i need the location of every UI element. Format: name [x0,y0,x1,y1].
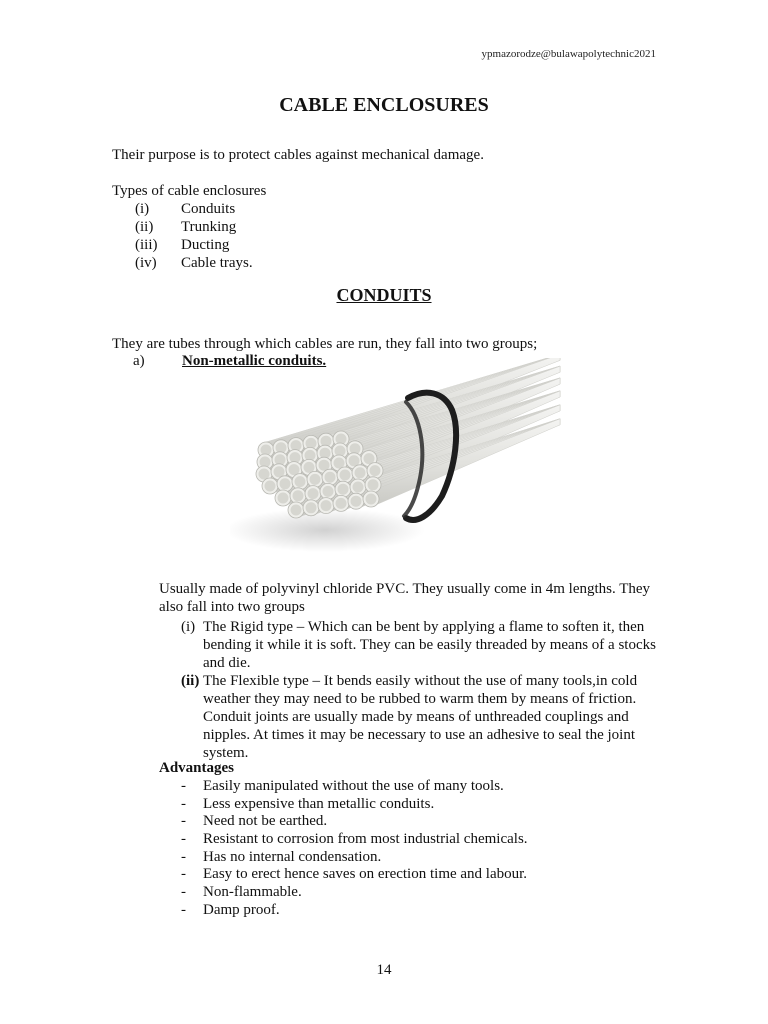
conduits-intro: They are tubes through which cables are run, they fall into two groups; [112,336,538,352]
page-title: CABLE ENCLOSURES [279,94,489,116]
group-item-number: (ii) [181,673,200,689]
list-item-text: Ducting [181,237,230,253]
types-heading: Types of cable enclosures [112,183,267,199]
advantage-text: Has no internal condensation. [203,848,382,865]
advantage-text: Resistant to corrosion from most industrial chemicals. [203,831,528,848]
advantages-heading: Advantages [159,760,235,776]
list-item-text: Conduits [181,201,236,217]
list-item [135,200,435,218]
advantage-text: Need not be earthed. [203,813,328,830]
conduits-section-title: CONDUITS [336,285,432,305]
conduit-description: Usually made of polyvinyl chloride PVC. They usually come in 4m lengths. They also fall into two groups [159,581,651,615]
list-item-number: (iii) [135,237,158,253]
list-item [135,236,435,254]
list-item-number: (iv) [135,255,157,271]
subheading-text: Non-metallic conduits. [182,353,327,369]
group-item-rigid [159,618,664,672]
list-item [135,254,435,272]
list-item-text: Cable trays. [181,255,253,271]
header-note: ypmazorodze@bulawapolytechnic2021 [481,48,656,60]
advantage-text: Less expensive than metallic conduits. [203,795,435,812]
page-number: 14 [376,962,392,978]
types-list [135,200,435,272]
pvc-conduit-bundle-image [230,358,565,558]
intro-paragraph: Their purpose is to protect cables against mechanical damage. [112,147,484,163]
advantage-text: Easy to erect hence saves on erection time and labour. [203,866,528,883]
list-item-number: (i) [135,201,150,217]
list-item-number: (ii) [135,219,154,235]
group-item-text: The Flexible type – It bends easily without the use of many tools,in cold weather they may need to be rubbed to warm them by means of friction. Conduit joints are usually made by means of unthreaded couplings and nipples. At times it may be necessary to use an adhesive to seal the joint system. [203,673,638,761]
document-page: ypmazorodze@bulawapolytechnic2021 CABLE ENCLOSURES Their purpose is to protect cables against mechanical damage. Types of cable enclosures (i) Conduits (ii) Trunking (iii) Ducting (iv) Cable trays. CONDUITS They are tubes through which cables are run, they fall into two groups; a) Non-metallic conduits. Usually made of polyvinyl chloride PVC. They usually come in 4m lengths. They also fall into two groups (i) The Rigid type – Which can be bent by applying a flame to soften it, then bending it while it is soft. They can be easily threaded by means of a stocks and die. (ii) The Flexible type – It bends easily without the use of many tools,in cold weather they may need to be rubbed to warm them by means of friction. Conduit joints are usually made by means of unthreaded couplings and nipples. At times it may be necessary to use an adhesive to seal the joint system. Advantages - Easily manipulated without the use of many tools. - Less expensive than metallic conduits. - Need not be earthed. - Resistant to corrosion from most industrial chemicals. - Has no internal condensation. - Easy to erect hence saves on erection time and labour. - Non-flammable. - Damp proof. 14 [0,0,768,1024]
group-item-text: The Rigid type – Which can be bent by applying a flame to soften it, then bending it while it is soft. They can be easily threaded by means of a stocks and die. [203,619,656,671]
advantage-text: Damp proof. [203,901,280,918]
group-item-flexible [159,672,664,762]
list-item-text: Trunking [181,219,237,235]
conduit-groups [159,618,664,762]
group-item-number: (i) [181,619,196,635]
advantage-text: Easily manipulated without the use of many tools. [203,778,504,794]
advantage-text: Non-flammable. [203,884,302,901]
subheading-label: a) [133,353,145,369]
list-item [135,218,435,236]
